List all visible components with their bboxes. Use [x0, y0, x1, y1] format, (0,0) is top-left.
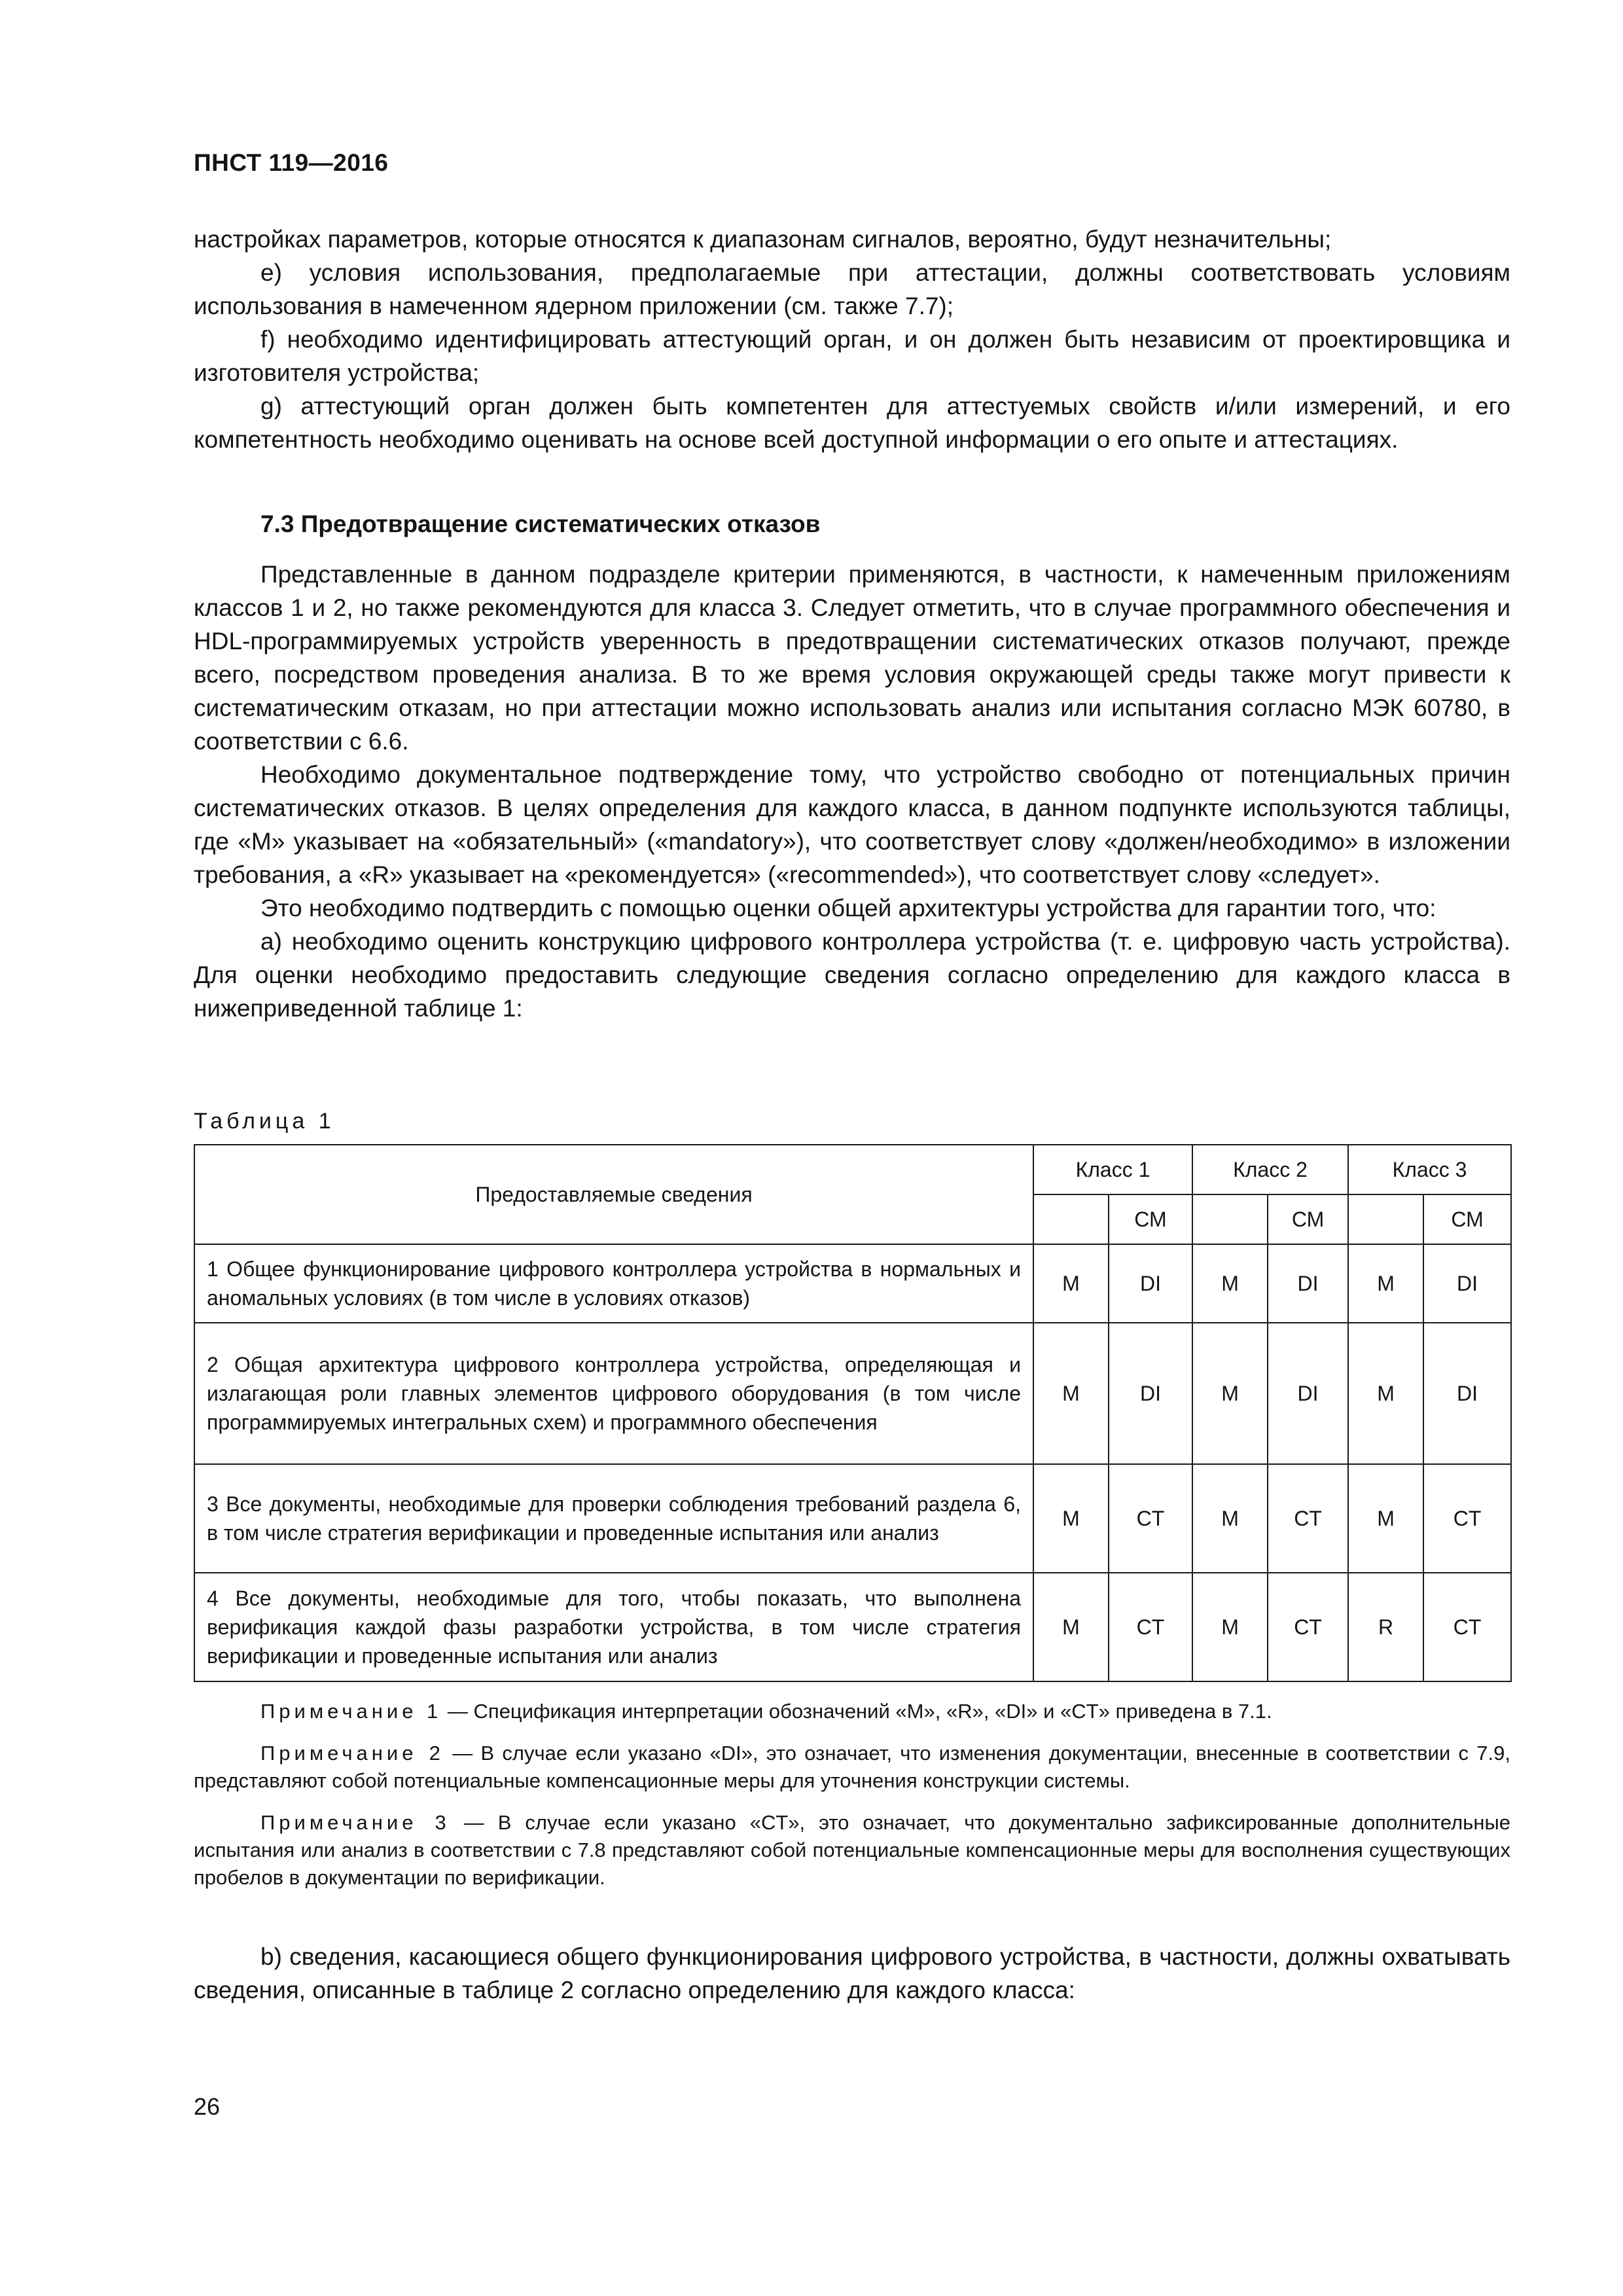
header-class-3: Класс 3: [1348, 1145, 1511, 1194]
cell-value: M: [1192, 1464, 1268, 1573]
cell-value: CT: [1423, 1464, 1511, 1573]
table-caption: Таблица 1: [194, 1109, 335, 1134]
paragraph: Представленные в данном подразделе критерии применяются, в частности, к намеченным приложениям классов 1 и 2, но также рекомендуются для класса 3. Следует отметить, что в случае программного обеспечения и HDL-программируемых устройств уверенность в предотвращении систематических отказов получают, прежде всего, посредством проведения анализа. В то же время условия окружающей среды также могут привести к систематическим отказам, но при аттестации можно использовать анализ или испытания согласно МЭК 60780, в соответствии с 6.6.: [194, 561, 1510, 755]
note-text: — Спецификация интерпретации обозначений «M», «R», «DI» и «CT» приведена в 7.1.: [442, 1700, 1272, 1723]
tail-text: [194, 1940, 1510, 2007]
row-description: 2 Общая архитектура цифрового контроллера устройства, определяющая и излагающая роли главных элементов цифрового оборудования (в том числе программируемых интегральных схем) и программного обеспечения: [194, 1323, 1033, 1464]
header-class-1: Класс 1: [1033, 1145, 1192, 1194]
document-header: ПНСТ 119—2016: [194, 149, 389, 176]
header-sub-cm: СМ: [1109, 1194, 1192, 1244]
cell-value: DI: [1423, 1323, 1511, 1464]
cell-value: M: [1033, 1464, 1109, 1573]
note: [194, 1698, 1510, 1725]
row-description: 4 Все документы, необходимые для того, чтобы показать, что выполнена верификация каждой фазы разработки устройства, в том числе стратегия верификации и проведенные испытания или анализ: [194, 1573, 1033, 1681]
list-item-f: f) необходимо идентифицировать аттестующий орган, и он должен быть независим от проектировщика и изготовителя устройства;: [194, 326, 1510, 386]
paragraph: Необходимо документальное подтверждение тому, что устройство свободно от потенциальных причин систематических отказов. В целях определения для каждого класса, в данном подпункте используются таблицы, где «M» указывает на «обязательный» («mandatory»), что соответствует слову «должен/необходимо» в изложении требования, а «R» указывает на «рекомендуется» («recommended»), что соответствует слову «следует».: [194, 761, 1510, 888]
header-sub-empty: [1192, 1194, 1268, 1244]
list-item-g: g) аттестующий орган должен быть компетентен для аттестуемых свойств и/или измерений, и его компетентность необходимо оценивать на основе всей доступной информации о его опыте и аттестациях.: [194, 393, 1510, 453]
note-text: — В случае если указано «DI», это означает, что изменения документации, внесенные в соответствии с 7.9, представляют собой потенциальные компенсационные меры для уточнения конструкции системы.: [194, 1742, 1510, 1792]
cell-value: M: [1348, 1323, 1423, 1464]
cell-value: M: [1348, 1464, 1423, 1573]
header-sub-empty: [1033, 1194, 1109, 1244]
cell-value: DI: [1268, 1244, 1348, 1323]
cell-value: M: [1033, 1573, 1109, 1681]
header-sub-cm: СМ: [1268, 1194, 1348, 1244]
cell-value: CT: [1109, 1573, 1192, 1681]
header-sub-cm: СМ: [1423, 1194, 1511, 1244]
requirements-table: [194, 1144, 1512, 1682]
list-item-a: a) необходимо оценить конструкцию цифрового контроллера устройства (т. е. цифровую часть устройства). Для оценки необходимо предоставить следующие сведения согласно определению для каждого класса в нижеприведенной таблице 1:: [194, 928, 1510, 1022]
paragraph: Это необходимо подтвердить с помощью оценки общей архитектуры устройства для гарантии того, что:: [260, 895, 1436, 922]
table-notes: [194, 1698, 1510, 1906]
table-row: [194, 1323, 1511, 1464]
table-row: [194, 1573, 1511, 1681]
note-text: — В случае если указано «CT», это означает, что документально зафиксированные дополнительные испытания или анализ в соответствии с 7.8 представляют собой потенциальные компенсационные меры для восполнения существующих пробелов в документации по верификации.: [194, 1811, 1510, 1889]
header-sub-empty: [1348, 1194, 1423, 1244]
note-label: Примечание 2: [260, 1742, 444, 1765]
list-item-b: b) сведения, касающиеся общего функционирования цифрового устройства, в частности, должны охватывать сведения, описанные в таблице 2 согласно определению для каждого класса:: [194, 1943, 1510, 2003]
cell-value: M: [1192, 1323, 1268, 1464]
note: [194, 1740, 1510, 1795]
cell-value: M: [1033, 1244, 1109, 1323]
list-item-e: e) условия использования, предполагаемые при аттестации, должны соответствовать условиям использования в намеченном ядерном приложении (см. также 7.7);: [194, 259, 1510, 319]
note: [194, 1809, 1510, 1892]
header-info: Предоставляемые сведения: [194, 1145, 1033, 1244]
cell-value: CT: [1109, 1464, 1192, 1573]
table-row: [194, 1244, 1511, 1323]
row-description: 1 Общее функционирование цифрового контроллера устройства в нормальных и аномальных условиях (в том числе в условиях отказов): [194, 1244, 1033, 1323]
cell-value: DI: [1109, 1244, 1192, 1323]
cell-value: DI: [1109, 1323, 1192, 1464]
cell-value: M: [1033, 1323, 1109, 1464]
cell-value: DI: [1268, 1323, 1348, 1464]
cell-value: CT: [1268, 1573, 1348, 1681]
cell-value: CT: [1268, 1464, 1348, 1573]
cell-value: R: [1348, 1573, 1423, 1681]
note-label: Примечание 1: [260, 1700, 442, 1723]
header-class-2: Класс 2: [1192, 1145, 1348, 1194]
paragraph: настройках параметров, которые относятся к диапазонам сигналов, вероятно, будут незначительны;: [194, 226, 1332, 253]
intro-text: [194, 223, 1510, 456]
cell-value: M: [1348, 1244, 1423, 1323]
cell-value: CT: [1423, 1573, 1511, 1681]
cell-value: M: [1192, 1244, 1268, 1323]
row-description: 3 Все документы, необходимые для проверки соблюдения требований раздела 6, в том числе стратегия верификации и проведенные испытания или анализ: [194, 1464, 1033, 1573]
cell-value: DI: [1423, 1244, 1511, 1323]
note-label: Примечание 3: [260, 1811, 450, 1834]
cell-value: M: [1192, 1573, 1268, 1681]
section-text: [194, 558, 1510, 1025]
page-number: 26: [194, 2093, 221, 2120]
section-title: 7.3 Предотвращение систематических отказов: [260, 511, 821, 537]
table-row: [194, 1464, 1511, 1573]
